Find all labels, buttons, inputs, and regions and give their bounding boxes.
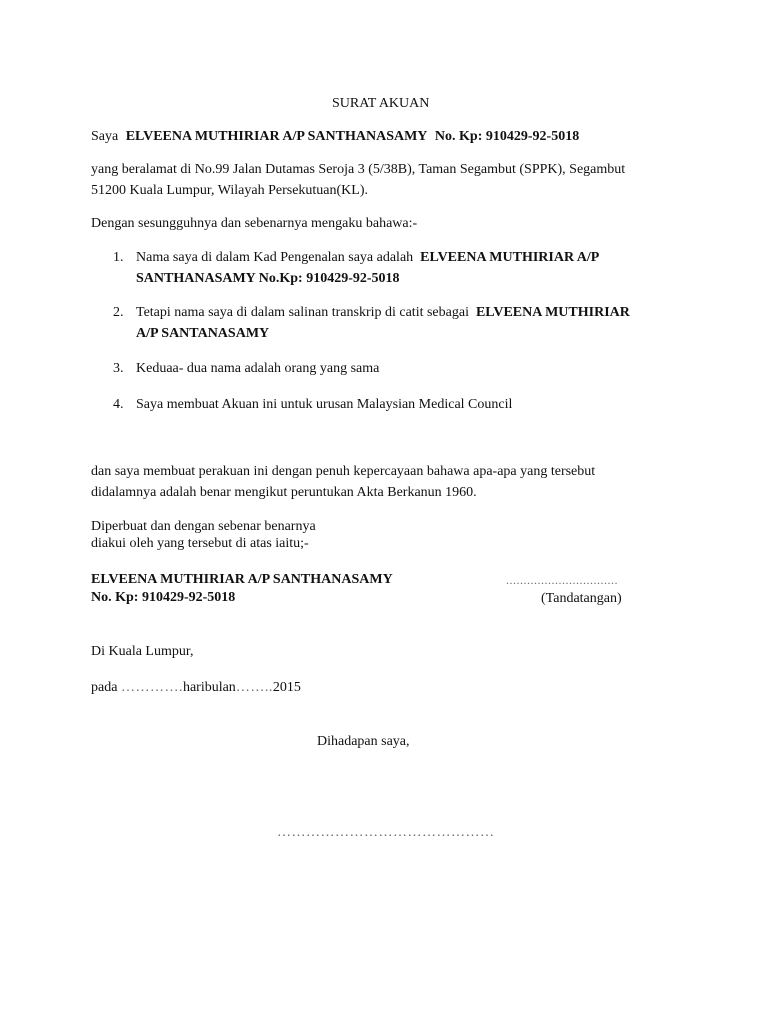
item-number: 2. [113,305,124,320]
witness-signature-line: ……………………………………… [277,825,495,840]
intro-line [91,126,579,147]
witness-label: Dihadapan saya, [317,734,410,749]
date-line: pada ………….haribulan……..2015 [91,680,301,695]
item-text: Saya membuat Akuan ini untuk urusan Malaysian Medical Council [136,397,513,412]
signature-line: ................................ [506,573,618,587]
place-line: Di Kuala Lumpur, [91,644,194,659]
made-line-2: diakui oleh yang tersebut di atas iaitu;- [91,536,309,551]
item-number: 3. [113,361,124,376]
signature-label: (Tandatangan) [541,591,622,606]
closing-line-1: dan saya membuat perakuan ini dengan penuh kepercayaan bahawa apa-apa yang tersebut [91,464,596,479]
item-text: Nama saya di dalam Kad Pengenalan saya adalah ELVEENA MUTHIRIAR A/P SANTHANASAMY No.Kp: 910429-92-5018 [136,250,600,286]
declarant-kp: No. Kp: 910429-92-5018 [434,129,580,144]
list-item [113,302,683,344]
list-item [113,358,683,379]
item-text: Tetapi nama saya di dalam salinan transkrip di catit sebagai ELVEENA MUTHIRIAR A/P SANTANASAMY [136,305,630,341]
address-line-1: yang beralamat di No.99 Jalan Dutamas Seroja 3 (5/38B), Taman Segambut (SPPK), Segambut [91,162,626,177]
item-number: 4. [113,397,124,412]
address-line-2: 51200 Kuala Lumpur, Wilayah Persekutuan(KL). [91,183,368,198]
list-item [113,247,683,289]
list-item [113,394,683,415]
declaration-intro: Dengan sesungguhnya dan sebenarnya mengaku bahawa:- [91,216,418,231]
document-title: SURAT AKUAN [332,96,430,111]
item-number: 1. [113,250,124,265]
closing-line-2: didalamnya adalah benar mengikut peruntukan Akta Berkanun 1960. [91,485,477,500]
intro-prefix: Saya [91,129,119,144]
signatory-name: ELVEENA MUTHIRIAR A/P SANTHANASAMY [91,572,393,587]
signatory-kp: No. Kp: 910429-92-5018 [91,590,236,605]
made-line-1: Diperbuat dan dengan sebenar benarnya [91,519,316,534]
item-text: Keduaa- dua nama adalah orang yang sama [136,361,380,376]
declarant-name: ELVEENA MUTHIRIAR A/P SANTHANASAMY [125,129,428,144]
